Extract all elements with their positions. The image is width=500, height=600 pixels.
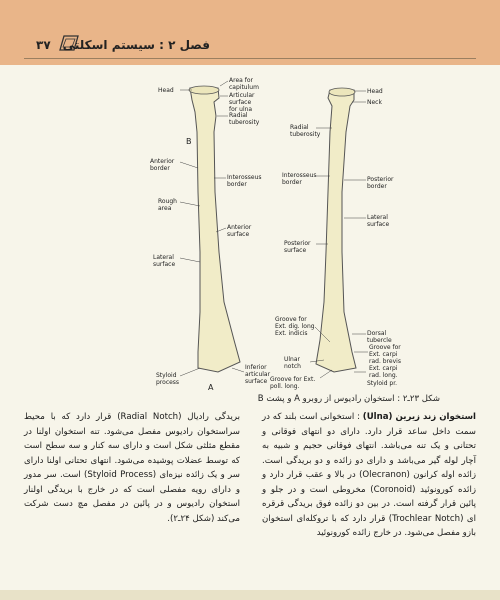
- figure-label-A: A: [208, 383, 214, 390]
- label-post-head: Head: [367, 88, 383, 95]
- page-bottom-band: [0, 590, 500, 600]
- label-ant-head: Head: [158, 87, 174, 94]
- page-number: ۳۷: [36, 38, 51, 52]
- label-ant-inferior-articular: Inferior articular surface: [245, 364, 271, 385]
- label-post-groove-ext-dig: Groove for Ext. dig. long. Ext. indicis: [275, 316, 317, 337]
- label-post-posterior-surface: Posterior surface: [284, 240, 311, 254]
- radius-figure: [120, 72, 420, 390]
- label-post-groove-ext-poll: Groove for Ext. poll. long.: [270, 376, 316, 390]
- paragraph-ulna: استخوان زند زیرین (Ulna) : استخوانی است بلند که در سمت داخل ساعد قرار دارد. دارای دو انتهای فوقانی و تحتانی و یک تنه می‌باشد. انتهای فوقانی حجیم و شبیه به آچار لوله گیر می‌باشد و دارای دو زائده و دو بریدگی است. زائده اوله کرانون (Olecranon) در بالا و عقب قرار دارد و زائده کورونوئید (Coronoid) مخروطی است و در جلو و پائین قرار گرفته است. در بین دو زائده فوق بریدگی قرقره ای (Trochlear Notch) قرار دارد که با تروکله‌ای استخوان بازو مفصل می‌شود. در خارج زائده کورونوئید: [262, 412, 476, 538]
- radius-posterior-bone: [316, 90, 356, 372]
- label-post-styloid: Styloid pr.: [367, 380, 398, 387]
- label-post-ulnar-notch: Ulnar notch: [284, 356, 301, 370]
- label-post-interosseus-border: Interosseus border: [282, 172, 317, 186]
- label-ant-radial-tuberosity: Radial tuberosity: [229, 112, 260, 126]
- paragraph-ulna-continued: بریدگی رادیال (Radial Notch) قرار دارد که با محیط سراستخوان رادیوس مفصل می‌شود. تنه استخوان اولنا در مقطع مثلثی شکل است و دارای سه کنار و سه سطح است که توسط عضلات پوشیده می‌شود. انتهای تحتانی اولنا دارای سر و یک زائده نیزه‌ای (Styloid Process) است. سر مدور و دارای رویه مفصلی است که در خارج با بریدگی اولنار استخوان رادیوس و در پائین در مفصل مچ دست شرکت می‌کند (شکل ۲۴ـ۲).: [24, 412, 240, 524]
- label-ant-area-capitulum: Area for capitulum: [229, 77, 259, 91]
- text-column-left: [24, 410, 240, 526]
- label-ant-interosseus-border: Interosseus border: [227, 174, 262, 188]
- figure-caption: شکل ۲۳ـ۲ : استخوان رادیوس از روبرو A و پشت B: [257, 394, 440, 404]
- label-post-lateral-surface: Lateral surface: [367, 214, 390, 228]
- label-post-neck: Neck: [367, 99, 382, 106]
- paragraph-lead-term: استخوان زند زیرین (Ulna): [362, 412, 476, 422]
- chapter-title: فصل ۲ : سیستم اسکلتی: [62, 38, 210, 52]
- label-ant-articular-ulna: Articular surface for ulna: [229, 92, 255, 113]
- text-column-right: [262, 410, 476, 541]
- label-ant-anterior-border: Anterior border: [150, 158, 175, 172]
- page-header-band: [0, 0, 500, 65]
- header-rule: [24, 58, 476, 59]
- label-post-dorsal-tubercle: Dorsal tubercle: [367, 330, 392, 344]
- label-post-posterior-border: Posterior border: [367, 176, 394, 190]
- label-ant-lateral-surface: Lateral surface: [153, 254, 176, 268]
- label-ant-anterior-surface: Anterior surface: [227, 224, 252, 238]
- figure-label-B: B: [186, 137, 192, 146]
- label-ant-styloid-process: Styloid process: [156, 372, 180, 386]
- label-post-groove-ext-carpi: Groove for Ext. carpi rad. brevis Ext. carpi rad. long.: [369, 344, 401, 379]
- label-ant-rough-area: Rough area: [158, 198, 177, 212]
- label-post-radial-tuberosity: Radial tuberosity: [290, 124, 321, 138]
